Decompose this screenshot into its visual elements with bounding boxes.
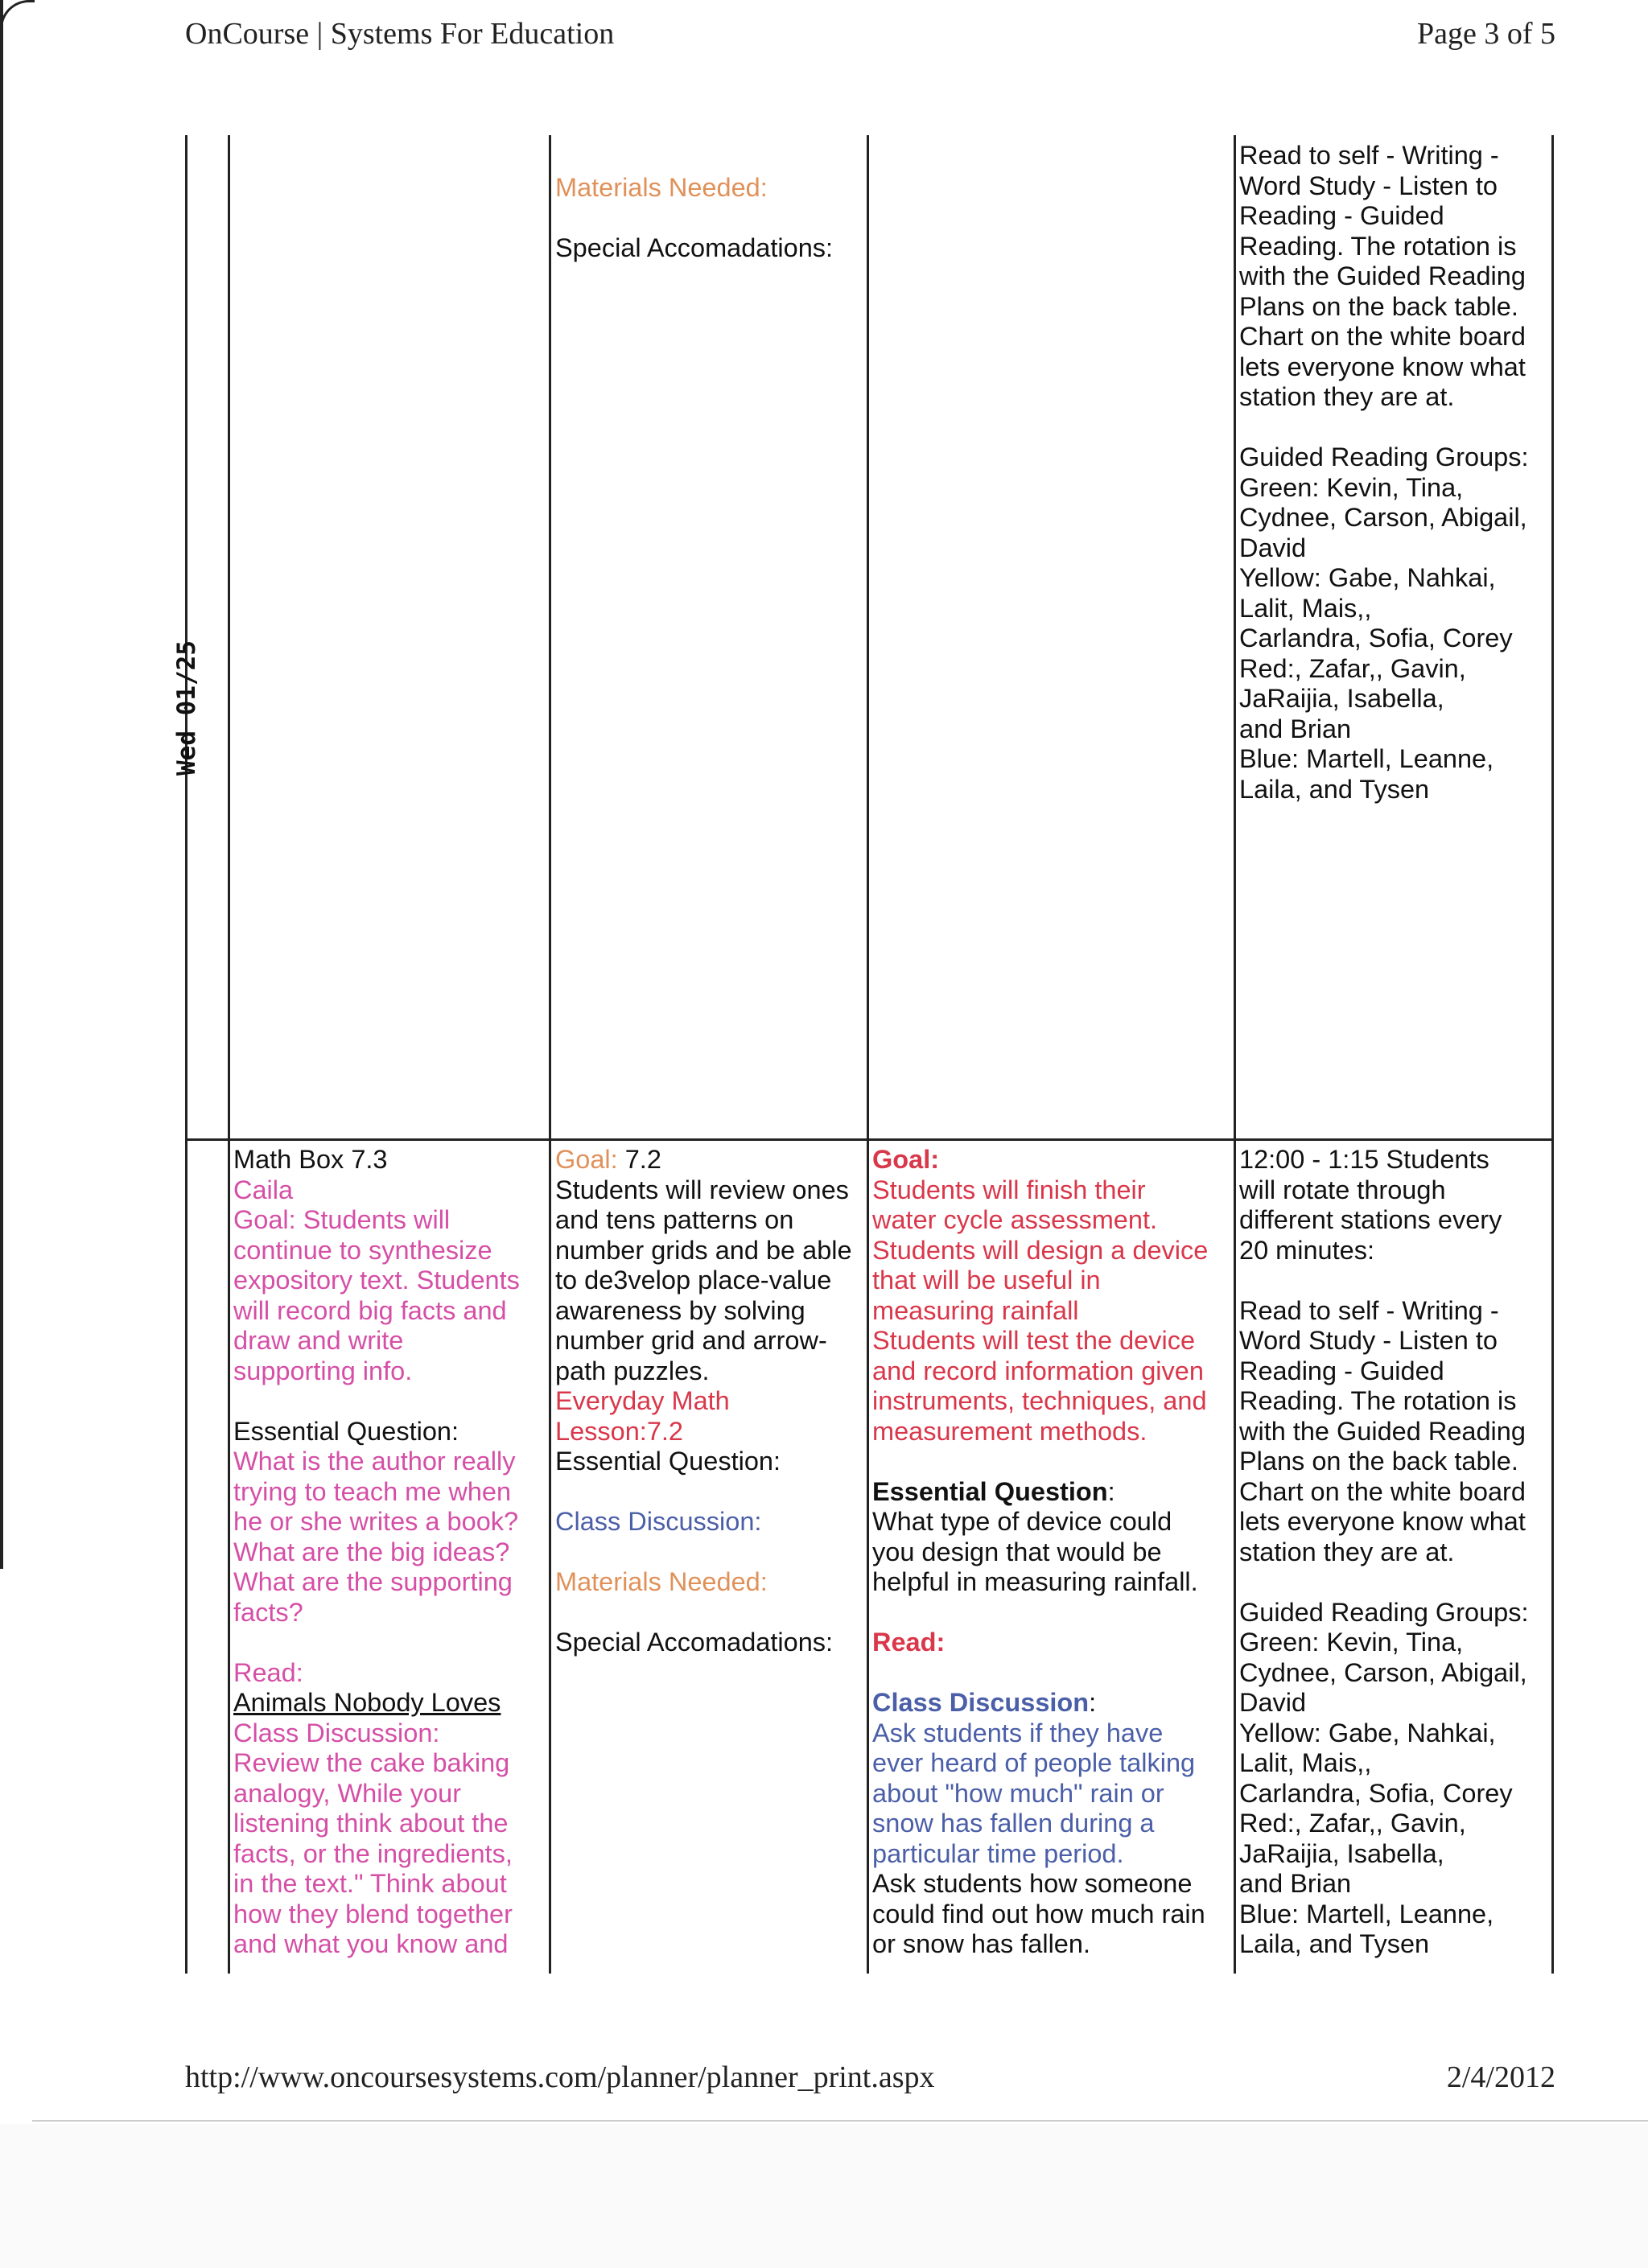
essential-question-label: Essential Question: <box>555 1447 781 1476</box>
lesson-text: Everyday Math Lesson:7.2 <box>555 1386 730 1446</box>
footer-divider <box>32 2120 1648 2122</box>
grid-line <box>1234 135 1236 1974</box>
book-title: Animals Nobody Loves <box>233 1688 501 1717</box>
follow-up-text: Ask students how someone could find out how much rain or snow has fallen. <box>872 1869 1205 1958</box>
goal-text: Students will finish their water cycle assessment. Students will design a device that will be useful in measuring rainfall Students will test the device and record information given instruments, techniques, and measurement methods. <box>872 1175 1209 1446</box>
row-divider <box>185 1138 1554 1141</box>
goal-text: Students will review ones and tens patterns on number grids and be able to de3velop place-value awareness by solving number grid and arrow- path puzzles. <box>555 1175 852 1385</box>
scan-edge <box>0 0 3 1569</box>
page-bottom-margin <box>0 2124 1648 2268</box>
essential-question-label: Essential Question: <box>872 1476 1115 1506</box>
read-label: Read: <box>233 1657 303 1687</box>
guided-reading-groups: Guided Reading Groups: Green: Kevin, Tina, Cydnee, Carson, Abigail, David Yellow: Gabe, Nahkai, Lalit, Mais,, Carlandra, Sofia, Corey Red:, Zafar,, Gavin, JaRaijia, Isabella, and Brian Blue: Martell, Leanne, Laila, and Tysen <box>1239 1597 1529 1958</box>
essential-question-text: What is the author really trying to teach me when he or she writes a book? What are the big ideas? What are the supporting facts? <box>233 1447 519 1627</box>
row2-math-cell <box>555 1145 865 1658</box>
goal-label: Goal: <box>872 1145 940 1174</box>
materials-label: Materials Needed: <box>555 173 768 202</box>
class-discussion-text: Ask students if they have ever heard of people talking about "how much" rain or snow has fallen during a particular time period. <box>872 1718 1196 1868</box>
goal-label: Goal: <box>555 1145 618 1174</box>
essential-question-text: What type of device could you design that would be helpful in measuring rainfall. <box>872 1507 1198 1596</box>
page-header-title: OnCourse | Systems For Education <box>185 17 615 51</box>
accommodations-label: Special Accomadations: <box>555 233 834 262</box>
read-label: Read: <box>872 1628 946 1657</box>
class-discussion-label: Class Discussion: <box>555 1507 762 1536</box>
page-number: Page 3 of 5 <box>1416 17 1555 51</box>
grid-line <box>549 135 551 1974</box>
rotation-text: Read to self - Writing - Word Study - Listen to Reading - Guided Reading. The rotation is with the Guided Reading Plans on the back table. Chart on the white board lets everyone know what station they are at. <box>1239 141 1526 411</box>
grid-line <box>228 135 230 1974</box>
student-name: Caila <box>233 1175 294 1204</box>
day-label: Wed 01/25 <box>172 640 201 776</box>
row2-stations-cell <box>1239 1145 1549 1960</box>
rotation-text: Read to self - Writing - Word Study - Listen to Reading - Guided Reading. The rotation is with the Guided Reading Plans on the back table. Chart on the white board lets everyone know what station they are at. <box>1239 1295 1526 1566</box>
goal-text: Goal: Students will continue to synthesize expository text. Students will record big facts and draw and write supporting info. <box>233 1205 520 1385</box>
goal-value: 7.2 <box>617 1145 661 1174</box>
grid-line <box>185 135 187 1974</box>
footer-date: 2/4/2012 <box>1446 2060 1555 2094</box>
class-discussion-label: Class Discussion: <box>872 1688 1097 1717</box>
footer-url: http://www.oncoursesystems.com/planner/planner_print.aspx <box>185 2060 935 2094</box>
materials-label: Materials Needed: <box>555 1567 768 1596</box>
math-box-title: Math Box 7.3 <box>233 1145 388 1174</box>
schedule-intro: 12:00 - 1:15 Students will rotate through different stations every 20 minutes: <box>1239 1145 1502 1265</box>
grid-line <box>1551 135 1554 1974</box>
class-discussion-text: Class Discussion: Review the cake baking analogy, While your listening think about the facts, or the ingredients, in the text." Think about how they blend together and what you know and <box>233 1718 513 1958</box>
grid-line <box>867 135 869 1974</box>
guided-reading-groups: Guided Reading Groups: Green: Kevin, Tina, Cydnee, Carson, Abigail, David Yellow: Gabe, Nahkai, Lalit, Mais,, Carlandra, Sofia, Corey Red:, Zafar,, Gavin, JaRaijia, Isabella, and Brian Blue: Martell, Leanne, Laila, and Tysen <box>1239 442 1529 804</box>
goal-line <box>555 1145 865 1175</box>
row2-science-cell <box>872 1145 1232 1960</box>
row2-reading-cell <box>233 1145 547 1960</box>
row1-stations-cell <box>1239 141 1549 805</box>
essential-question-label: Essential Question: <box>233 1416 459 1446</box>
scan-corner <box>0 0 35 35</box>
row1-lesson-cell <box>555 173 865 264</box>
accommodations-label: Special Accomadations: <box>555 1628 834 1657</box>
